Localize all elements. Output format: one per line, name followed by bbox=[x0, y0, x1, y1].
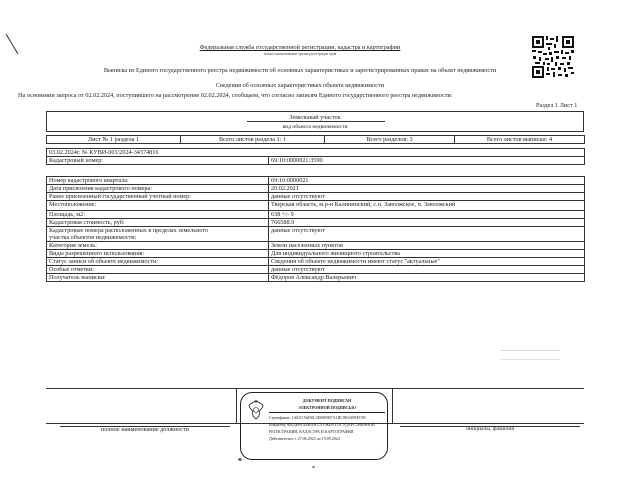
table-row bbox=[47, 227, 585, 242]
field-value: 766588.9 bbox=[269, 219, 585, 227]
field-value: Для индивидуального жилищного строительства bbox=[269, 250, 585, 258]
field-value: Тверская область, м.р-н Калининский, с.п. Заволжское, п. Заволжский bbox=[269, 201, 585, 211]
scan-smudge bbox=[238, 458, 242, 461]
table-row bbox=[47, 250, 585, 258]
field-value: Фёдоров Александр Валерьевич bbox=[269, 274, 585, 282]
field-label-cont: участка объектов недвижимости: bbox=[49, 234, 137, 241]
field-label: Категория земель: bbox=[47, 242, 269, 250]
extract-number: 03.02.2024г. № КУВИ-001/2024-34374816 bbox=[47, 149, 585, 157]
table-row bbox=[47, 219, 585, 227]
field-value: данные отсутствуют bbox=[269, 266, 585, 274]
field-label: Площадь, м2: bbox=[47, 211, 269, 219]
field-value: Земли населенных пунктов bbox=[269, 242, 585, 250]
stamp-certificate: Сертификат: 1A8A7A6D0C2E6905B7A1BC9E6A8FFC99 bbox=[269, 415, 366, 420]
field-label: Особые отметки: bbox=[47, 266, 269, 274]
table-row bbox=[47, 258, 585, 266]
field-value: 20.02.2021 bbox=[269, 185, 585, 193]
cadastral-number-label: Кадастровый номер: bbox=[47, 157, 269, 165]
sections-total: Всего разделов: 3 bbox=[325, 136, 455, 144]
stamp-line-2: ЭЛЕКТРОННОЙ ПОДПИСЬЮ bbox=[298, 405, 356, 410]
field-label: Местоположение: bbox=[47, 201, 269, 211]
info-title: Сведения об основных характеристиках объекта недвижимости bbox=[215, 82, 385, 89]
object-type: Земельный участок bbox=[289, 114, 341, 121]
table-row bbox=[47, 177, 585, 185]
table-row bbox=[47, 211, 585, 219]
field-value: данные отсутствуют bbox=[269, 227, 585, 242]
table-row bbox=[47, 185, 585, 193]
field-label: Кадастровая стоимость, руб: bbox=[47, 219, 269, 227]
sheets-total: Всего листов раздела 1: 1 bbox=[181, 136, 325, 144]
sheet-number: Лист № 1 раздела 1 bbox=[47, 136, 181, 144]
table-row bbox=[47, 193, 585, 201]
table-row bbox=[47, 201, 585, 211]
field-value: данные отсутствуют bbox=[269, 193, 585, 201]
pen-mark bbox=[2, 30, 22, 58]
stamp-owner-cont: РЕГИСТРАЦИИ, КАДАСТРА И КАРТОГРАФИИ bbox=[269, 429, 354, 434]
agency-caption: полное наименование органа регистрации прав bbox=[263, 52, 337, 56]
scan-smudge bbox=[312, 466, 315, 468]
object-type-box bbox=[46, 111, 584, 132]
stamp-owner: Владелец: ФЕДЕРАЛЬНАЯ СЛУЖБА ГОСУДАРСТВЕННОЙ bbox=[269, 422, 375, 427]
coat-of-arms-icon bbox=[247, 399, 265, 421]
object-type-caption: вид объекта недвижимости bbox=[282, 124, 348, 130]
field-label: Получатель выписки: bbox=[47, 274, 269, 282]
scan-artifact bbox=[500, 350, 560, 360]
field-value: Сведения об объекте недвижимости имеют статус "актуальные" bbox=[269, 258, 585, 266]
field-label: Статус записи об объекте недвижимости: bbox=[47, 258, 269, 266]
field-label: Дата присвоения кадастрового номера: bbox=[47, 185, 269, 193]
name-caption: инициалы, фамилия bbox=[466, 426, 514, 432]
section-label: Раздел 1 Лист 1 bbox=[536, 102, 578, 109]
position-caption: полное наименование должности bbox=[101, 426, 189, 433]
request-basis: На основании запроса от 02.02.2024, поступившего на рассмотрение 02.02.2024, сообщаем, что согласно записям Единого государственного реестра недвижимости: bbox=[18, 92, 453, 99]
sheet-info-row bbox=[46, 135, 585, 144]
cadastral-number-value: 69:10:0000021:3590 bbox=[269, 157, 585, 165]
stamp-validity: Действителен: с 27.06.2023 по 19.09.2024 bbox=[269, 436, 340, 441]
stamp-line-1: ДОКУМЕНТ ПОДПИСАН bbox=[302, 398, 352, 403]
table-row bbox=[47, 242, 585, 250]
field-label: Номер кадастрового квартала: bbox=[47, 177, 269, 185]
field-label: Кадастровые номера расположенных в пределах земельного bbox=[49, 227, 208, 234]
field-label: Виды разрешенного использования: bbox=[47, 250, 269, 258]
table-row bbox=[47, 274, 585, 282]
agency-name: Федеральная служба государственной регистрации, кадастра и картографии bbox=[199, 44, 401, 51]
field-value: 638 +/- 9 bbox=[269, 211, 585, 219]
fields-table bbox=[46, 176, 585, 282]
reference-block bbox=[46, 148, 585, 165]
field-label: Ранее присвоенный государственный учетный номер: bbox=[47, 193, 269, 201]
electronic-signature-stamp bbox=[240, 392, 388, 460]
table-row bbox=[47, 266, 585, 274]
extract-title: Выписка из Единого государственного реестра недвижимости об основных характеристиках и зарегистрированных правах на объект недвижимости bbox=[103, 67, 497, 74]
extract-sheets-total: Всего листов выписки: 4 bbox=[455, 136, 585, 144]
field-value: 69:10:0000021 bbox=[269, 177, 585, 185]
